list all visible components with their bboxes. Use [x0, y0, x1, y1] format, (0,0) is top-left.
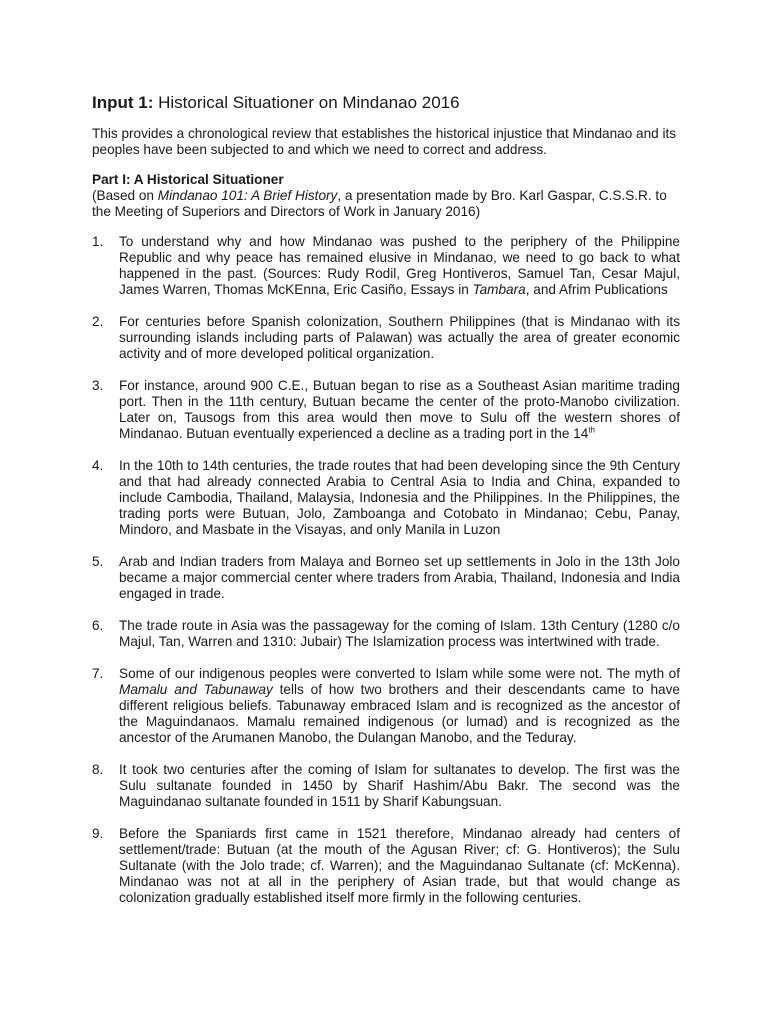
intro-paragraph: This provides a chronological review that establishes the historical injustice that Mindanao and its peoples have been subjected to and which we need to correct and address. — [92, 126, 677, 157]
list-item-8 — [92, 762, 680, 810]
part-source-title: Mindanao 101: A Brief History — [157, 188, 338, 203]
situationer-list — [92, 234, 680, 906]
item-number: 2. — [92, 314, 104, 329]
list-item-1 — [92, 234, 680, 298]
part-source-note — [92, 188, 680, 220]
item-text-italic: Mamalu and Tabunaway — [119, 682, 273, 697]
item-number: 7. — [92, 666, 104, 681]
part-source-before: (Based on — [92, 188, 158, 203]
item-text: Before the Spaniards first came in 1521 therefore, Mindanao already had centers of settlement/trade: Butuan (at the mouth of the Agusan River; cf: G. Hontiveros); the Sulu Sultanate (with the Jolo trade; cf. Warren); and the Maguindanao Sultanate (cf: McKenna). Mindanao was not at all in the periphery of Asian trade, but that would change as colonization gradually established itself more firmly in the following centuries. — [119, 826, 680, 905]
item-text: It took two centuries after the coming of Islam for sultanates to develop. The first was the Sulu sultanate founded in 1450 by Sharif Hashim/Abu Bakr. The second was the Maguindanao sultanate founded in 1511 by Sharif Kabungsuan. — [119, 762, 680, 809]
item-number: 8. — [92, 762, 104, 777]
document-title — [92, 92, 680, 114]
list-item-4 — [92, 458, 680, 538]
item-number: 5. — [92, 554, 104, 569]
title-text: Historical Situationer on Mindanao 2016 — [153, 93, 460, 112]
item-superscript: th — [588, 425, 595, 435]
part-source-after: , a presentation made by Bro. Karl Gaspar, C.S.S.R. to the Meeting of Superiors and Directors of Work in January 2016) — [92, 188, 667, 219]
item-text: To understand why and how Mindanao was pushed to the periphery of the Philippine Republic and why peace has remained elusive in Mindanao, we need to go back to what happened in the past. (Sources: Rudy Rodil, Greg Hontiveros, Samuel Tan, Cesar Majul, James Warren, Thomas McKEnna, Eric Casiño, Essays in — [119, 234, 680, 297]
list-item-3 — [92, 378, 680, 442]
title-label: Input 1: — [92, 93, 154, 112]
item-text-italic: Tambara — [472, 282, 526, 297]
item-number: 1. — [92, 234, 104, 249]
list-item-9 — [92, 826, 680, 906]
item-number: 6. — [92, 618, 104, 633]
item-text: Some of our indigenous peoples were converted to Islam while some were not. The myth of — [119, 666, 680, 681]
list-item-2 — [92, 314, 680, 362]
document-page — [92, 92, 680, 922]
part-heading: Part I: A Historical Situationer — [92, 172, 284, 187]
item-text: For instance, around 900 C.E., Butuan began to rise as a Southeast Asian maritime trading port. Then in the 11th century, Butuan became the center of the proto-Manobo civilization. Later on, Tausogs from this area would then move to Sulu off the western shores of Mindanao. Butuan eventually experienced a decline as a trading port in the 14 — [119, 378, 680, 441]
item-text: The trade route in Asia was the passageway for the coming of Islam. 13th Century (1280 c/o Majul, Tan, Warren and 1310: Jubair) The Islamization process was intertwined with trade. — [119, 618, 680, 649]
item-text-after: tells of how two brothers and their descendants came to have different religious beliefs. Tabunaway embraced Islam and is recognized as the ancestor of the Maguindanaos. Mamalu remained indigenous (or lumad) and is recognized as the ancestor of the Arumanen Manobo, the Dulangan Manobo, and the Teduray. — [119, 682, 680, 745]
item-text: For centuries before Spanish colonization, Southern Philippines (that is Mindanao with its surrounding islands including parts of Palawan) was actually the area of greater economic activity and of more developed political organization. — [119, 314, 680, 361]
list-item-5 — [92, 554, 680, 602]
item-number: 4. — [92, 458, 104, 473]
list-item-7 — [92, 666, 680, 746]
item-text-after: , and Afrim Publications — [525, 282, 668, 297]
item-number: 3. — [92, 378, 104, 393]
list-item-6 — [92, 618, 680, 650]
item-text: In the 10th to 14th centuries, the trade routes that had been developing since the 9th Century and that had already connected Arabia to Central Asia to India and China, expanded to include Cambodia, Thailand, Malaysia, Indonesia and the Philippines. In the Philippines, the trading ports were Butuan, Jolo, Zamboanga and Cotobato in Mindanao; Cebu, Panay, Mindoro, and Masbate in the Visayas, and only Manila in Luzon — [119, 458, 680, 537]
item-text: Arab and Indian traders from Malaya and Borneo set up settlements in Jolo in the 13th Jolo became a major commercial center where traders from Arabia, Thailand, Indonesia and India engaged in trade. — [119, 554, 680, 601]
item-number: 9. — [92, 826, 104, 841]
